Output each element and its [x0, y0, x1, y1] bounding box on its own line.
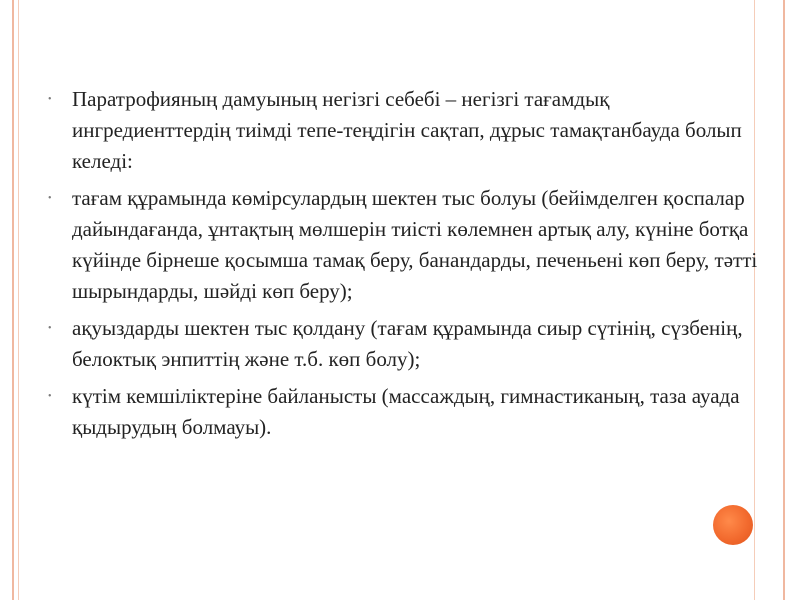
bullet-marker: •: [48, 193, 52, 204]
bullet-text: Паратрофияның дамуының негізгі себебі – негізгі тағамдық ингредиенттердің тиімді тепе-теңдігін сақтап, дұрыс тамақтанбауда болып келеді:: [72, 87, 742, 173]
bullet-text: тағам құрамында көмірсулардың шектен тыс болуы (бейімделген қоспалар дайындағанда, ұнтақтың мөлшерін тиісті көлемнен артық алу, күніне ботқа күйінде бірнеше қосымша тамақ беру, банандарды, печеньені көп беру, тәтті шырындарды, шәйді көп беру);: [72, 186, 758, 303]
list-item: [44, 183, 764, 307]
list-item: [44, 381, 764, 443]
bullet-list: [44, 84, 764, 449]
list-item: [44, 84, 764, 177]
bullet-marker: •: [48, 391, 52, 402]
bullet-marker: •: [48, 323, 52, 334]
bullet-text: ақуыздарды шектен тыс қолдану (тағам құрамында сиыр сүтінің, сүзбенің, белоктық энпиттің және т.б. көп болу);: [72, 316, 743, 371]
orange-circle-icon: [713, 505, 753, 545]
bullet-marker: •: [48, 94, 52, 105]
list-item: [44, 313, 764, 375]
bullet-text: күтім кемшіліктеріне байланысты (массаждың, гимнастиканың, таза ауада қыдырудың болмауы).: [72, 384, 740, 439]
